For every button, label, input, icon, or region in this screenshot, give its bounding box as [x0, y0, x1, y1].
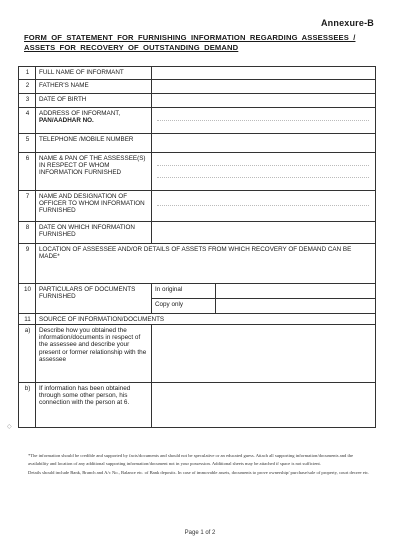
how-obtained-field[interactable] [152, 325, 376, 383]
field-label-location-assets: LOCATION OF ASSESSEE AND/OR DETAILS OF ASSETS FROM WHICH RECOVERY OF DEMAND CAN BE MADE* [39, 245, 352, 260]
assessee-name-pan-field[interactable] [152, 153, 376, 191]
field-label-source: SOURCE OF INFORMATION/DOCUMENTS [36, 314, 376, 325]
original-documents-field[interactable] [216, 284, 376, 299]
officer-field[interactable] [152, 191, 376, 222]
copy-documents-field[interactable] [216, 299, 376, 314]
address-label-text: ADDRESS OF INFORMANT, [39, 109, 121, 117]
row-number: 10 [19, 284, 36, 314]
writing-line [157, 120, 369, 121]
form-row-1 [19, 67, 376, 80]
option-in-original[interactable]: In original [152, 284, 216, 299]
form-row-5 [19, 134, 376, 153]
field-label-date-of-birth: DATE OF BIRTH [36, 94, 152, 108]
field-label-other-person: If information has been obtained through some other person, his connection with the person at 6. [36, 383, 152, 428]
fathers-name-field[interactable] [152, 80, 376, 94]
row-number: 3 [19, 94, 36, 108]
address-pan-field[interactable] [152, 108, 376, 134]
row-number: 5 [19, 134, 36, 153]
row-number: 6 [19, 153, 36, 191]
form-title: FORM OF STATEMENT FOR FURNISHING INFORMATION REGARDING ASSESSEES / ASSETS FOR RECOVERY OF OUTSTANDING DEMAND [24, 33, 356, 52]
telephone-field[interactable] [152, 134, 376, 153]
row-number: a) [19, 325, 36, 383]
form-row-9 [19, 244, 376, 284]
row-number: 8 [19, 222, 36, 244]
field-label-telephone: TELEPHONE /MOBILE NUMBER [36, 134, 152, 153]
date-of-birth-field[interactable] [152, 94, 376, 108]
row-number: 4 [19, 108, 36, 134]
form-row-a [19, 325, 376, 383]
form-row-b [19, 383, 376, 428]
form-row-10a [19, 284, 376, 299]
writing-line [157, 165, 369, 166]
form-row-2 [19, 80, 376, 94]
field-label-informant-name: FULL NAME OF INFORMANT [36, 67, 152, 80]
row-number: 9 [19, 244, 36, 284]
footnote-bank-details: Details should include Bank, Branch and A/c No., Balance etc. of Bank deposits. In case of immovable assets, documents to prove ownership/ purchase/sale of property, court decree etc. [28, 469, 370, 475]
footnotes [28, 452, 370, 478]
row-number: b) [19, 383, 36, 428]
annexure-label: Annexure-B [320, 18, 374, 28]
field-label-assessee-name-pan: NAME & PAN OF THE ASSESSEE(S) IN RESPECT OF WHOM INFORMATION FURNISHED [36, 153, 152, 191]
row-number: 11 [19, 314, 36, 325]
form-row-8 [19, 222, 376, 244]
row-number: 7 [19, 191, 36, 222]
field-label-fathers-name: FATHER'S NAME [36, 80, 152, 94]
other-person-field[interactable] [152, 383, 376, 428]
footnote-credible-information: *The information should be credible and supported by facts/documents and should not be speculative or an educated guess. Attach all supporting information/documents and the availability and location of any additional supporting information/document not in your possession. Additional sheets may be attached if space is not sufficient. [28, 453, 354, 466]
field-label-how-obtained: Describe how you obtained the information/documents in respect of the assessee and describe your present or former relationship with the assessee [36, 325, 152, 383]
writing-line [157, 205, 369, 206]
form-row-6 [19, 153, 376, 191]
row-number: 2 [19, 80, 36, 94]
information-form-table [18, 66, 376, 428]
pan-aadhar-label-text: PAN/AADHAR NO. [39, 116, 94, 124]
row-number: 1 [19, 67, 36, 80]
date-furnished-field[interactable] [152, 222, 376, 244]
option-copy-only[interactable]: Copy only [152, 299, 216, 314]
location-assets-field[interactable] [36, 244, 376, 284]
field-label-address-pan [36, 108, 152, 134]
field-label-documents: PARTICULARS OF DOCUMENTS FURNISHED [36, 284, 152, 314]
form-row-4 [19, 108, 376, 134]
form-row-11 [19, 314, 376, 325]
field-label-officer: NAME AND DESIGNATION OF OFFICER TO WHOM INFORMATION FURNISHED [36, 191, 152, 222]
form-row-7 [19, 191, 376, 222]
informant-name-field[interactable] [152, 67, 376, 80]
form-row-3 [19, 94, 376, 108]
writing-line [157, 177, 369, 178]
page-number: Page 1 of 2 [184, 530, 216, 536]
margin-mark: ◇ [7, 424, 12, 430]
field-label-date-furnished: DATE ON WHICH INFORMATION FURNISHED [36, 222, 152, 244]
